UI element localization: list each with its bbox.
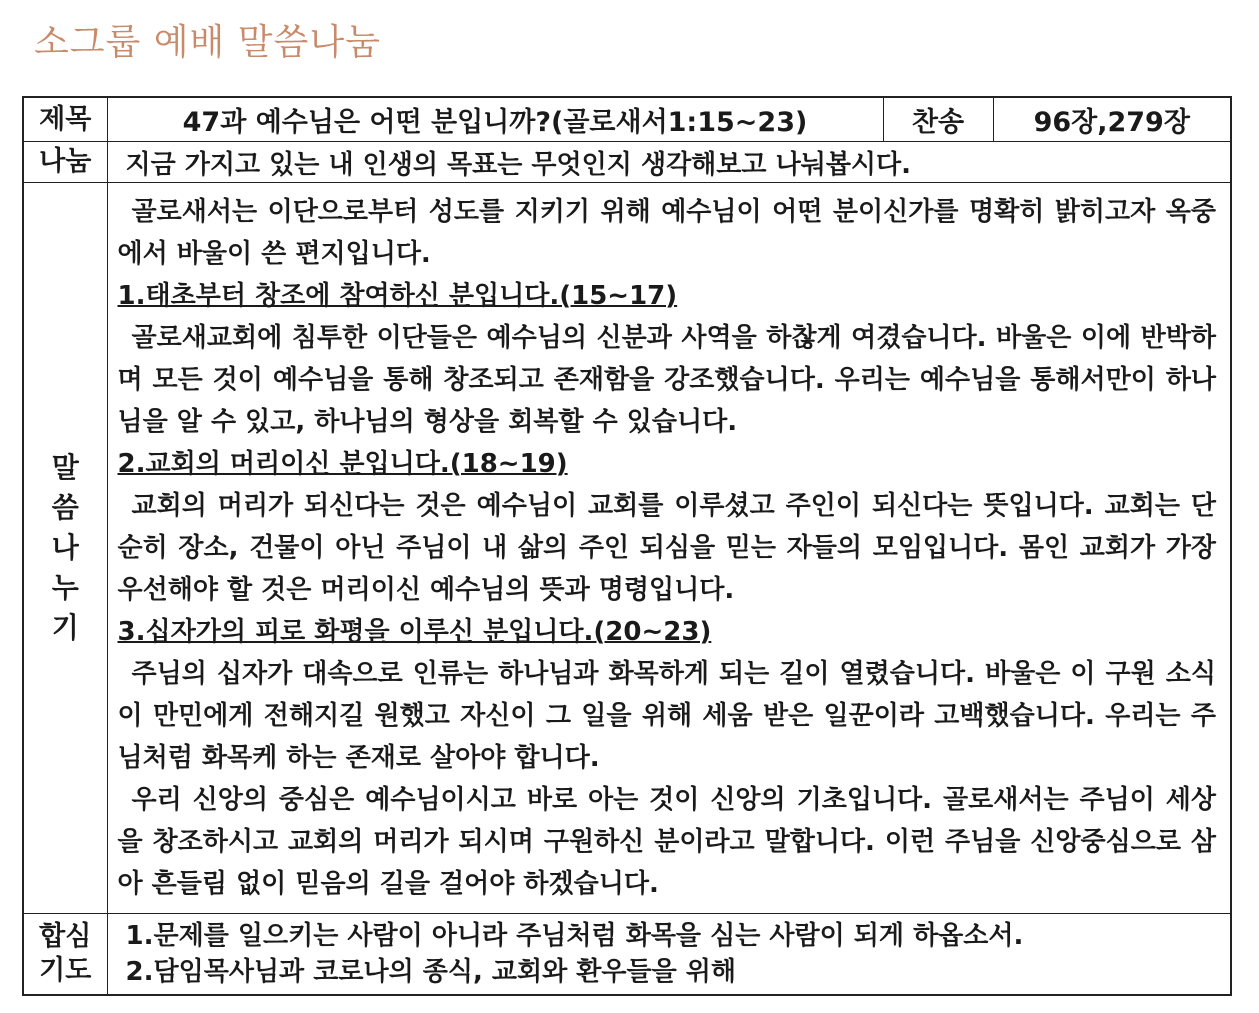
sermon-label-char: 나 [51,531,79,564]
prayer-item: 1.문제를 일으키는 사람이 아니라 주님처럼 화목을 심는 사람이 되게 하옵소서. [125,921,1024,951]
section-heading: 3.십자가의 피로 화평을 이루신 분입니다.(20~23) [117,617,712,647]
title-label: 제목 [23,97,107,142]
share-label: 나눔 [23,142,107,183]
worship-sheet-table [22,96,1232,996]
sermon-intro: 골로새서는 이단으로부터 성도를 지키기 위해 예수님이 어떤 분이신가를 명확히 밝히고자 옥중에서 바울이 쓴 편지입니다. [117,197,1216,269]
prayer-item: 2.담임목사님과 코로나의 종식, 교회와 환우들을 위해 [125,957,737,987]
section-body: 골로새교회에 침투한 이단들은 예수님의 신분과 사역을 하찮게 여겼습니다. 바울은 이에 반박하며 모든 것이 예수님을 통해 창조되고 존재함을 강조했습니다. 우리는 예수님을 통해서만이 하나님을 알 수 있고, 하나님의 형상을 회복할 수 있습니다. [117,323,1216,437]
lesson-title: 47과 예수님은 어떤 분입니까?(골로새서1:15~23) [107,97,883,142]
hymn-value: 96장,279장 [993,97,1231,142]
sermon-row [23,183,1231,914]
section-body: 주님의 십자가 대속으로 인류는 하나님과 화목하게 되는 길이 열렸습니다. 바울은 이 구원 소식이 만민에게 전해지길 원했고 자신이 그 일을 위해 세움 받은 일꾼이라 고백했습니다. 우리는 주님처럼 화목케 하는 존재로 살아야 합니다. [117,659,1216,773]
prayer-label-line: 기도 [39,955,92,986]
sermon-label-char: 기 [51,611,79,644]
hymn-label: 찬송 [883,97,993,142]
share-row [23,142,1231,183]
page-title: 소그룹 예배 말씀나눔 [34,22,381,63]
sermon-label-char: 씀 [51,491,79,524]
sermon-conclusion: 우리 신앙의 중심은 예수님이시고 바로 아는 것이 신앙의 기초입니다. 골로새서는 주님이 세상을 창조하시고 교회의 머리가 되시며 구원하신 분이라고 말합니다. 이런 주님을 신앙중심으로 삼아 흔들림 없이 믿음의 길을 걸어야 하겠습니다. [117,785,1216,899]
title-row [23,97,1231,142]
prayer-label-line: 합심 [39,921,92,952]
section-heading: 2.교회의 머리이신 분입니다.(18~19) [117,449,568,479]
sermon-label-char: 말 [51,451,79,484]
share-question: 지금 가지고 있는 내 인생의 목표는 무엇인지 생각해보고 나눠봅시다. [107,142,1231,183]
prayer-list [107,914,1231,996]
prayer-label [23,914,107,996]
sermon-label [23,183,107,914]
section-heading: 1.태초부터 창조에 참여하신 분입니다.(15~17) [117,281,678,311]
sermon-label-char: 누 [51,571,79,604]
prayer-row [23,914,1231,996]
sermon-body [107,183,1231,914]
section-body: 교회의 머리가 되신다는 것은 예수님이 교회를 이루셨고 주인이 되신다는 뜻입니다. 교회는 단순히 장소, 건물이 아닌 주님이 내 삶의 주인 되심을 믿는 자들의 모임입니다. 몸인 교회가 가장 우선해야 할 것은 머리이신 예수님의 뜻과 명령입니다. [117,491,1216,605]
